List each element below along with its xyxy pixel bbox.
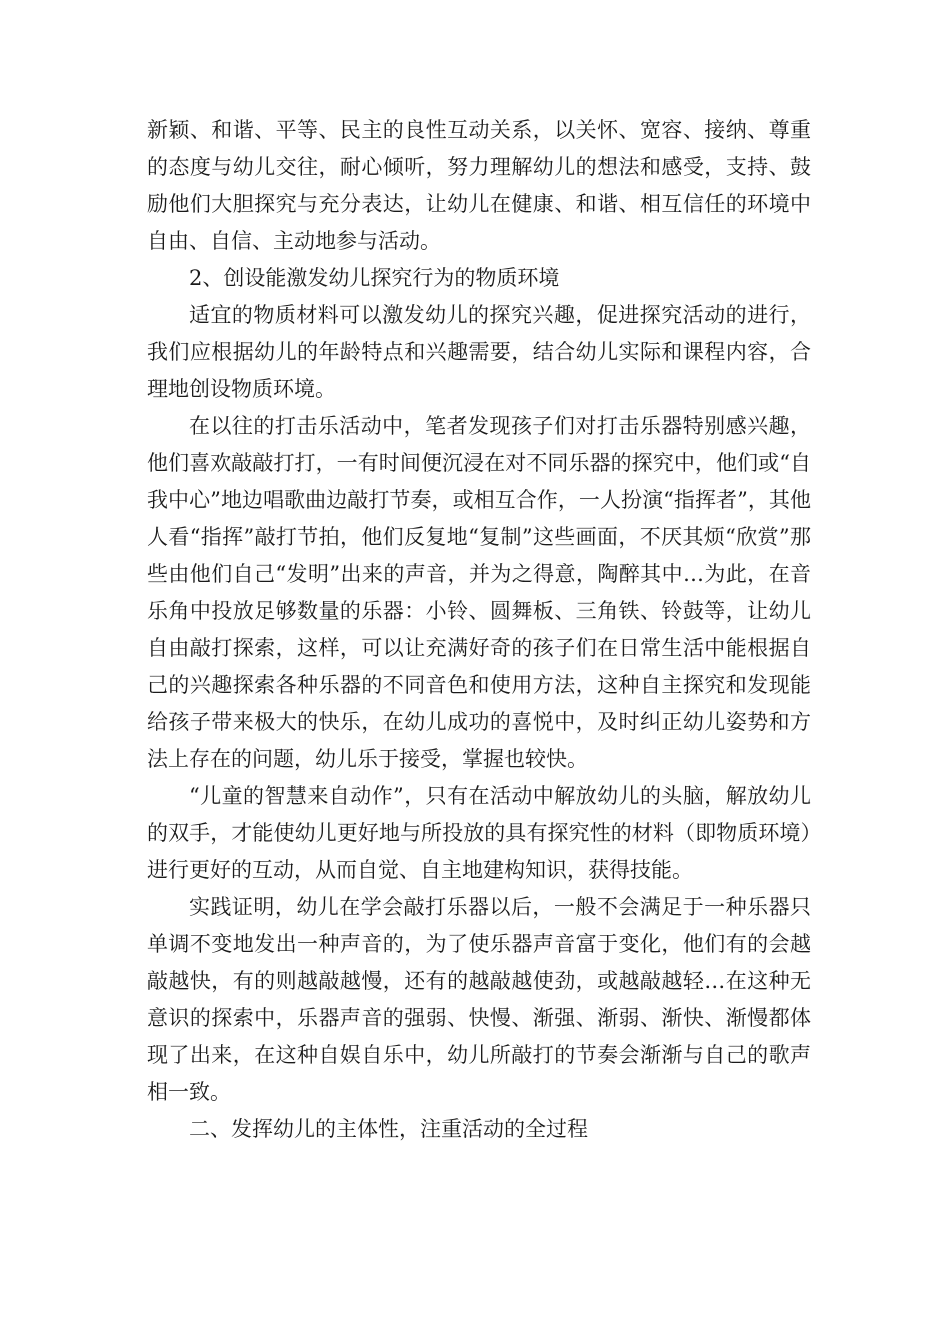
paragraph-children-wisdom: “儿童的智慧来自动作”，只有在活动中解放幼儿的头脑，解放幼儿的双手，才能使幼儿更好地与所投放的具有探究性的材料（即物质环境）进行更好的互动，从而自觉、自主地建构知识，获得技能。	[147, 784, 811, 882]
section-heading-material-environment: 2、创设能激发幼儿探究行为的物质环境	[189, 266, 560, 290]
paragraph-continuation: 新颖、和谐、平等、民主的良性互动关系，以关怀、宽容、接纳、尊重的态度与幼儿交往，耐心倾听，努力理解幼儿的想法和感受，支持、鼓励他们大胆探究与充分表达，让幼儿在健康、和谐、相互信任的环境中自由、自信、主动地参与活动。	[147, 118, 811, 253]
paragraph-material-intro: 适宜的物质材料可以激发幼儿的探究兴趣，促进探究活动的进行，我们应根据幼儿的年龄特点和兴趣需要，结合幼儿实际和课程内容，合理地创设物质环境。	[147, 303, 811, 401]
section-heading-subjectivity: 二、发挥幼儿的主体性，注重活动的全过程	[189, 1117, 588, 1141]
paragraph-practice-proof: 实践证明，幼儿在学会敲打乐器以后，一般不会满足于一种乐器只单调不变地发出一种声音的，为了使乐器声音富于变化，他们有的会越敲越快，有的则越敲越慢，还有的越敲越使劲，或越敲越轻…在这种无意识的探索中，乐器声音的强弱、快慢、渐强、渐弱、渐快、渐慢都体现了出来，在这种自娱自乐中，幼儿所敲打的节奏会渐渐与自己的歌声相一致。	[147, 895, 811, 1104]
paragraph-percussion-activity: 在以往的打击乐活动中，笔者发现孩子们对打击乐器特别感兴趣，他们喜欢敲敲打打，一有时间便沉浸在对不同乐器的探究中，他们或“自我中心”地边唱歌曲边敲打节奏，或相互合作，一人扮演“指挥者”，其他人看“指挥”敲打节拍，他们反复地“复制”这些画面，不厌其烦“欣赏”那些由他们自己“发明”出来的声音，并为之得意，陶醉其中…为此，在音乐角中投放足够数量的乐器：小铃、圆舞板、三角铁、铃鼓等，让幼儿自由敲打探索，这样，可以让充满好奇的孩子们在日常生活中能根据自己的兴趣探索各种乐器的不同音色和使用方法，这种自主探究和发现能给孩子带来极大的快乐，在幼儿成功的喜悦中，及时纠正幼儿姿势和方法上存在的问题，幼儿乐于接受，掌握也较快。	[147, 414, 811, 771]
document-page	[147, 112, 811, 1148]
